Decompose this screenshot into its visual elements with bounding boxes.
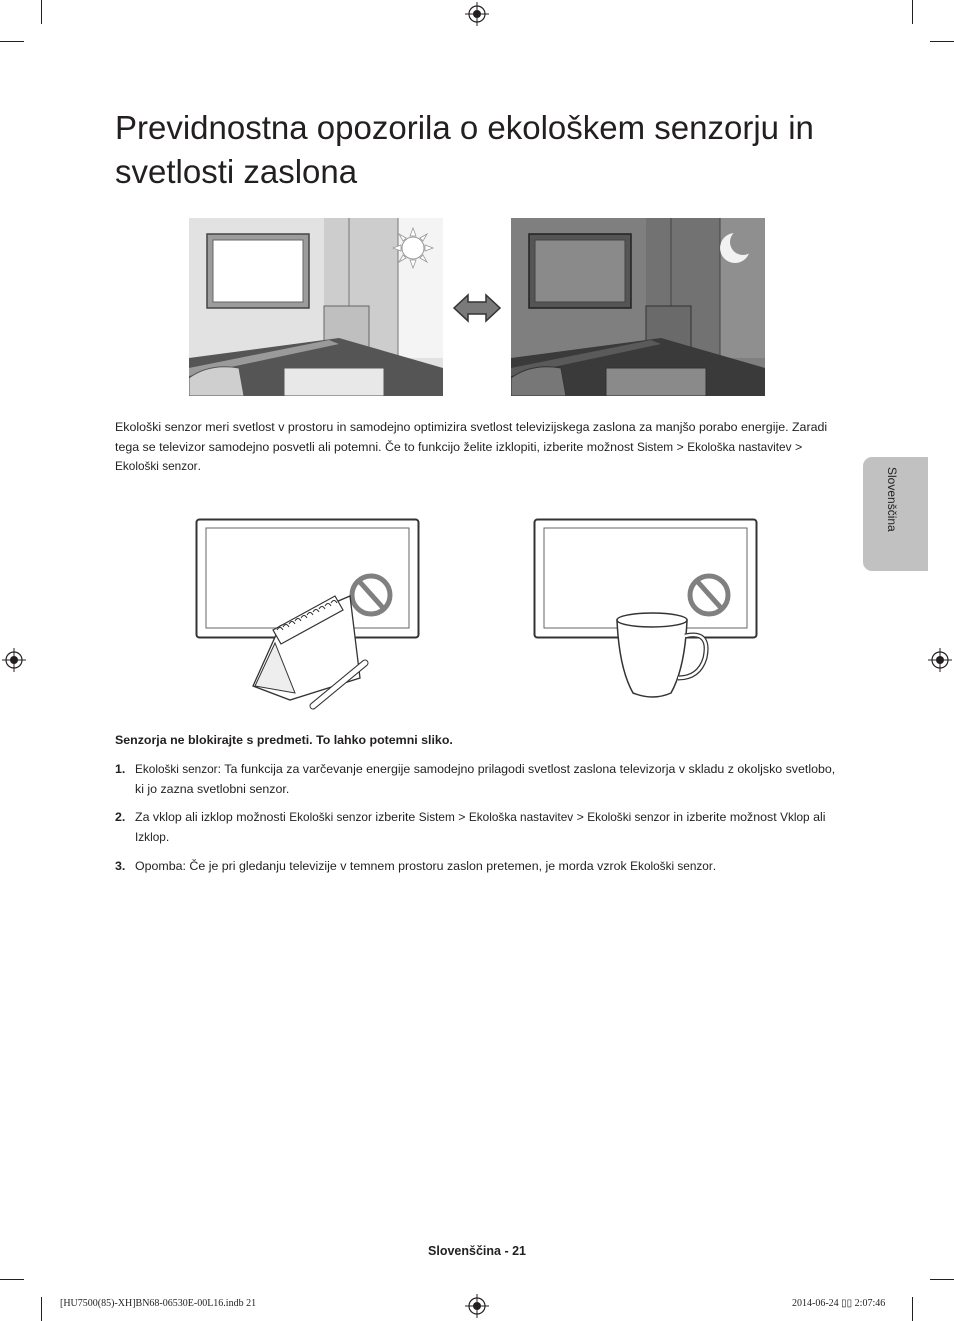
print-slug-left: [HU7500(85)-XH]BN68-06530E-00L16.indb 21 [60, 1298, 257, 1309]
intro-paragraph [115, 418, 835, 477]
note-item [115, 760, 840, 800]
page-footer: Slovenščina - 21 [428, 1244, 526, 1258]
note-end: . [165, 829, 170, 844]
dark-room-illustration [511, 218, 765, 396]
crop-mark [0, 1279, 24, 1280]
ui-term: Vklop [780, 810, 810, 824]
crop-mark [41, 1297, 42, 1321]
tv-calendar-illustration [195, 518, 423, 714]
ui-term: Ekološki senzor [587, 810, 670, 824]
crop-mark [930, 41, 954, 42]
ui-term: Ekološka nastavitev [468, 810, 574, 824]
note-number: 3. [115, 859, 126, 873]
note-text: : Ta funkcija za varčevanje energije samodejno prilagodi svetlost zaslona televizorja v skladu z okoljsko svetlobo, ki jo zazna svetlobni senzor. [135, 762, 836, 796]
note-text: ali [809, 810, 826, 824]
note-item [115, 857, 840, 877]
bright-room-illustration [189, 218, 443, 396]
crosshair-registration-icon [2, 648, 26, 672]
crop-mark [930, 1279, 954, 1280]
path-separator: > [454, 810, 469, 824]
crop-mark [0, 41, 24, 42]
ui-term: Ekološki senzor [289, 810, 372, 824]
path-separator: > [673, 439, 688, 454]
note-number: 1. [115, 762, 126, 776]
intro-text: Ekološki senzor meri svetlost v prostoru in samodejno optimizira svetlost televizijskega zaslona za manjšo porabo energije. Zaradi tega se televizor samodejno posvetli ali potemni. Če to funkcijo želite izklopiti, izberite možnost [115, 420, 828, 454]
ui-term: Ekološki senzor [135, 762, 218, 776]
note-text: Opomba: Če je pri gledanju televizije v temnem prostoru zaslon pretemen, je morda vzrok [135, 859, 631, 873]
note-text: in izberite možnost [669, 810, 781, 824]
double-arrow-icon [452, 292, 502, 324]
path-separator: > [573, 810, 588, 824]
ui-term: Sistem [418, 810, 455, 824]
note-text: Za vklop ali izklop možnosti [135, 810, 290, 824]
menu-path-ekoloska-nastavitev: Ekološka nastavitev [687, 439, 792, 454]
crosshair-registration-icon [465, 1294, 489, 1318]
note-item [115, 808, 840, 848]
ui-term: Ekološki senzor [630, 859, 713, 873]
crop-mark [912, 0, 913, 24]
crop-mark [912, 1297, 913, 1321]
note-text: izberite [371, 810, 419, 824]
page-title: Previdnostna opozorila o ekološkem senzorju in svetlosti zaslona [115, 109, 814, 190]
menu-path-ekoloski-senzor: Ekološki senzor [115, 459, 198, 473]
warning-text: Senzorja ne blokirajte s predmeti. To lahko potemni sliko. [115, 733, 453, 747]
side-tab-label: Slovenščina [885, 467, 899, 532]
path-separator: > [791, 439, 803, 454]
tv-mug-illustration [533, 518, 761, 714]
crosshair-registration-icon [465, 2, 489, 26]
sun-icon [393, 228, 433, 268]
menu-path-sistem: Sistem [637, 439, 674, 454]
crop-mark [41, 0, 42, 24]
language-side-tab [863, 457, 928, 571]
note-end: . [712, 859, 717, 873]
ui-term: Izklop [135, 829, 166, 844]
crosshair-registration-icon [928, 648, 952, 672]
note-number: 2. [115, 810, 126, 824]
intro-end: . [197, 459, 202, 473]
print-slug-right: 2014-06-24 ▯▯ 2:07:46 [792, 1298, 886, 1309]
